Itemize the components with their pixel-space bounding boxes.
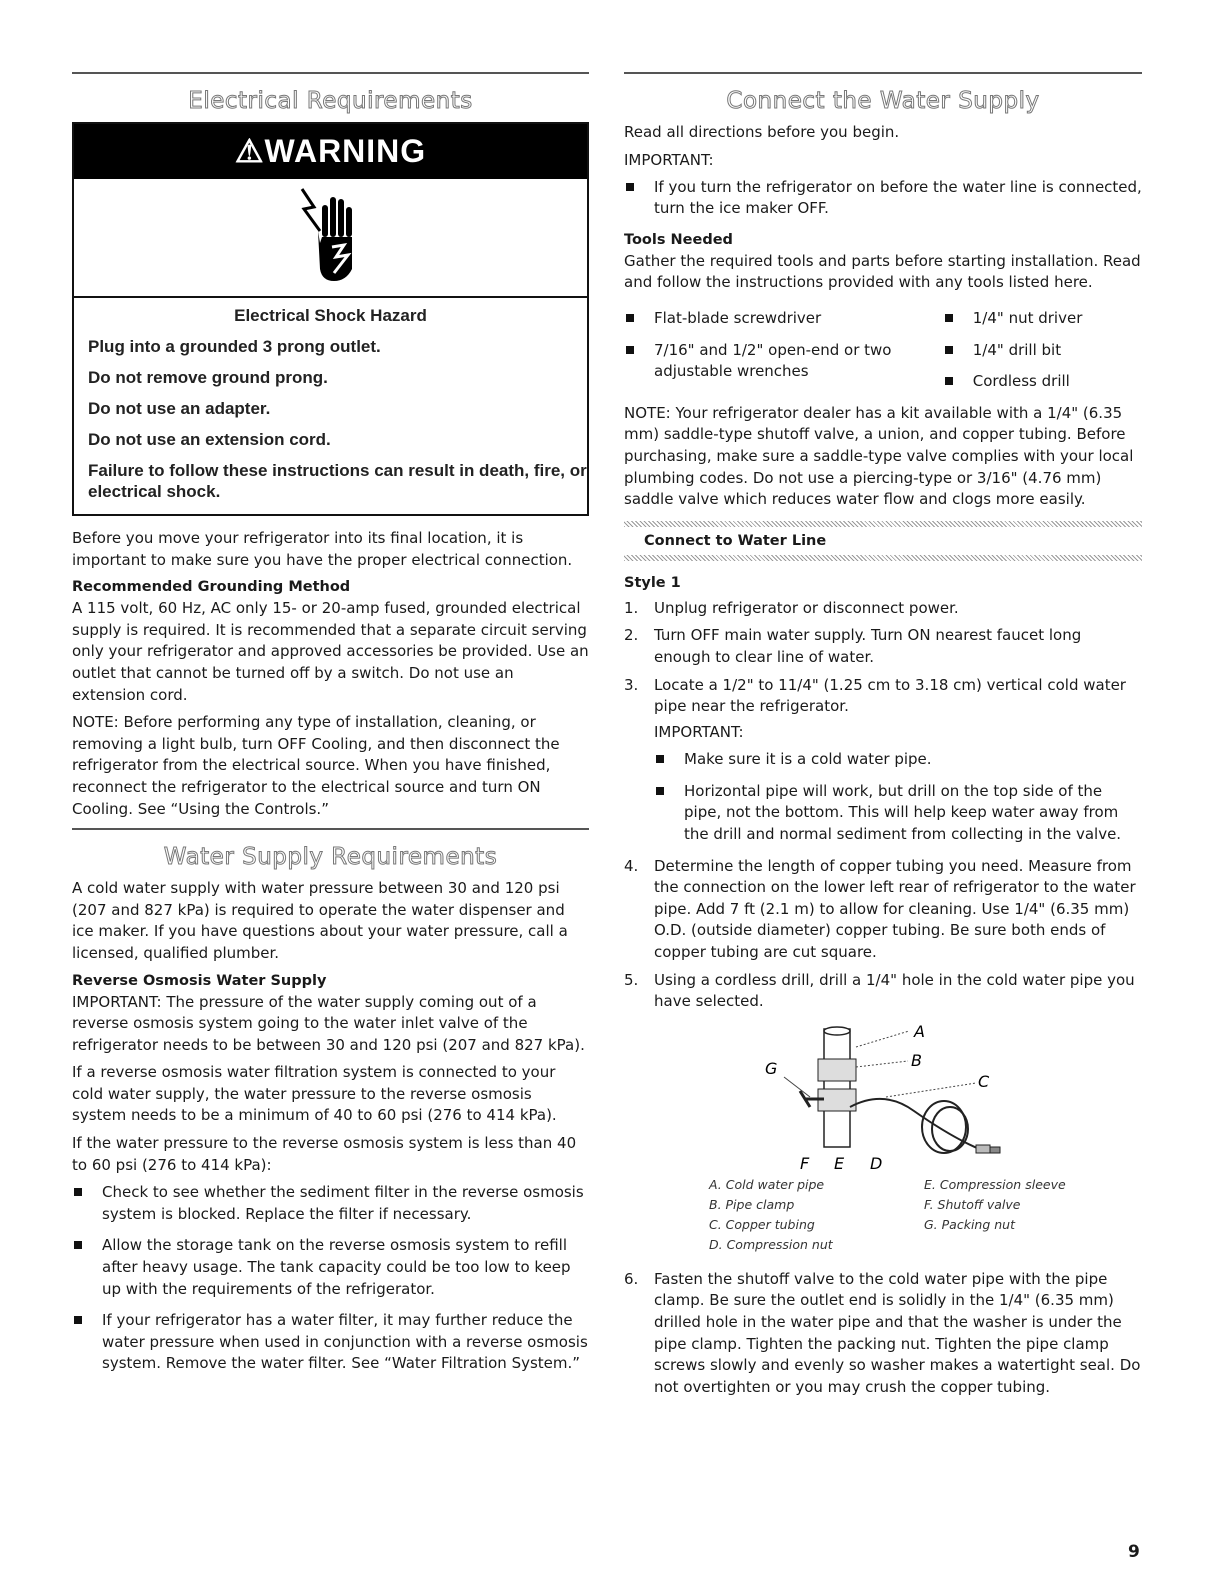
page-number: 9 <box>1128 1542 1140 1562</box>
step3-important: IMPORTANT: <box>654 722 744 741</box>
ro-important: IMPORTANT: The pressure of the water supply coming out of a reverse osmosis system going to the water inlet valve of the refrigerator needs to be between 30 and 120 psi (207 and 827 kPa). <box>72 992 585 1054</box>
section-title-electrical: Electrical Requirements <box>188 88 473 114</box>
warning-line: Plug into a grounded 3 prong outlet. <box>88 337 381 356</box>
diagram-label-a: A <box>914 1021 925 1041</box>
water-supply-text: A cold water supply with water pressure between 30 and 120 psi (207 and 827 kPa) is required to operate the water dispenser and ice maker. If you have questions about your water pressure, call a licensed, qualified plumber. <box>72 879 568 962</box>
list-item: If your refrigerator has a water filter, it may further reduce the water pressure when used in conjunction with a reverse osmosis system. Remove the water filter. See “Water Filtration System.” <box>72 1310 589 1375</box>
grounding-heading: Recommended Grounding Method <box>72 579 351 596</box>
right-column <box>624 72 1142 1404</box>
list-item: 1. Unplug refrigerator or disconnect power. <box>624 598 959 617</box>
top-rule <box>72 72 589 74</box>
ro-bullet-list <box>72 1182 589 1375</box>
section-rule <box>72 828 589 830</box>
list-item: Make sure it is a cold water pipe. <box>654 749 1142 771</box>
list-item: Horizontal pipe will work, but drill on the top side of the pipe, not the bottom. This will help keep water away from the drill and normal sediment from collecting in the valve. <box>654 781 1142 846</box>
list-item: Cordless drill <box>943 371 1142 393</box>
shutoff-valve-diagram <box>624 1019 1142 1169</box>
electrical-intro: Before you move your refrigerator into its final location, it is important to make sure you have the proper electrical connection. <box>72 529 573 569</box>
hand-shock-icon <box>296 185 366 290</box>
diagram-label-e: E <box>834 1153 845 1169</box>
grounding-text: A 115 volt, 60 Hz, AC only 15- or 20-amp fused, grounded electrical supply is required. It is recommended that a separate circuit serving only your refrigerator and approved accessories be provided. Use an outlet that cannot be turned off by a switch. Do not use an extension cord. <box>72 599 589 704</box>
important-label: IMPORTANT: <box>624 150 714 169</box>
warning-header: ⚠WARNING <box>74 124 587 179</box>
legend-item: E. Compression sleeve <box>924 1176 1066 1192</box>
tools-list <box>624 302 1142 403</box>
list-item: If you turn the refrigerator on before the water line is connected, turn the ice maker OFF. <box>624 177 1142 220</box>
list-item: 7/16" and 1/2" open-end or two adjustable wrenches <box>624 340 943 383</box>
diagram-label-c: C <box>978 1071 990 1091</box>
section-title-connect: Connect the Water Supply <box>726 88 1040 114</box>
steps-list <box>624 598 1142 1013</box>
shock-hazard-icon <box>74 179 587 298</box>
list-item: 2. Turn OFF main water supply. Turn ON nearest faucet long enough to clear line of water. <box>624 626 1082 666</box>
electrical-note: NOTE: Before performing any type of installation, cleaning, or removing a light bulb, turn OFF Cooling, and then disconnect the refrigerator from the electrical source. When you have finished, reconnect the refrigerator to the electrical source and turn ON Cooling. See “Using the Controls.” <box>72 713 560 818</box>
hazard-title: Electrical Shock Hazard <box>234 306 427 325</box>
warning-line: Do not use an extension cord. <box>88 430 331 449</box>
kit-note: NOTE: Your refrigerator dealer has a kit available with a 1/4" (6.35 mm) saddle-type shutoff valve, a union, and copper tubing. Before purchasing, make sure a saddle-type valve complies with your local plumbing codes. Do not use a piercing-type or 3/16" (4.76 mm) saddle valve which reduces water flow and clogs more easily. <box>624 403 1134 509</box>
list-item: Check to see whether the sediment filter in the reverse osmosis system is blocked. Replace the filter if necessary. <box>72 1182 589 1225</box>
ro-text-1: If a reverse osmosis water filtration system is connected to your cold water supply, the water pressure to the reverse osmosis system needs to be a minimum of 40 to 60 psi (276 to 414 kPa). <box>72 1063 557 1125</box>
section-title-water-supply: Water Supply Requirements <box>163 844 498 871</box>
list-item: 5. Using a cordless drill, drill a 1/4" hole in the cold water pipe you have selected. <box>624 970 1135 1011</box>
read-all-text: Read all directions before you begin. <box>624 123 900 141</box>
legend-item: A. Cold water pipe <box>709 1176 825 1192</box>
legend-item: D. Compression nut <box>709 1236 833 1252</box>
legend-item: G. Packing nut <box>924 1216 1015 1232</box>
diagram-label-b: B <box>911 1050 922 1070</box>
legend-item: F. Shutoff valve <box>924 1196 1021 1212</box>
list-item: 3. Locate a 1/2" to 11/4" (1.25 cm to 3.18 cm) vertical cold water pipe near the refrigerator. IMPORTANT: Make sure it is a cold water pipe. Horizontal pipe will work, but drill on the top side of the pipe, not the bottom. This will help keep water away from the drill and normal sediment from collecting in the valve. <box>624 675 1142 846</box>
diagram-label-d: D <box>870 1153 883 1169</box>
list-item: 6. Fasten the shutoff valve to the cold water pipe with the pipe clamp. Be sure the outlet end is solidly in the 1/4" (6.35 mm) drilled hole in the water pipe and that the washer is under the pipe clamp. Tighten the packing nut. Tighten the pipe clamp screws slowly and evenly so washer makes a watertight seal. Do not overtighten or you may crush the copper tubing. <box>624 1269 1141 1396</box>
ro-heading: Reverse Osmosis Water Supply <box>72 972 327 989</box>
diagram-label-g: G <box>765 1058 778 1078</box>
list-item: Allow the storage tank on the reverse osmosis system to refill after heavy usage. The tank capacity could be too low to keep up with the requirements of the refrigerator. <box>72 1235 589 1300</box>
important-list <box>624 177 1142 220</box>
warning-box <box>72 122 589 516</box>
warning-line: Do not remove ground prong. <box>88 368 328 387</box>
connect-heading: Connect to Water Line <box>644 532 827 549</box>
left-column <box>72 72 589 1385</box>
valve-diagram <box>624 1019 1142 1169</box>
warning-line: Do not use an adapter. <box>88 399 271 418</box>
tools-text: Gather the required tools and parts before starting installation. Read and follow the instructions provided with any tools listed here. <box>624 251 1141 292</box>
hatch-divider <box>624 555 1142 561</box>
style-heading: Style 1 <box>624 574 681 591</box>
list-item: 4. Determine the length of copper tubing you need. Measure from the connection on the lower left rear of refrigerator to the water pipe. Add 7 ft (2.1 m) to allow for cleaning. Use 1/4" (6.35 mm) O.D. (outside diameter) copper tubing. Be sure both ends of copper tubing are cut square. <box>624 856 1136 962</box>
steps-list-continued <box>624 1269 1142 1399</box>
legend-item: C. Copper tubing <box>709 1216 815 1232</box>
list-item: 1/4" nut driver <box>943 308 1142 330</box>
legend-item: B. Pipe clamp <box>709 1196 795 1212</box>
tools-heading: Tools Needed <box>624 231 733 248</box>
top-rule <box>624 72 1142 74</box>
diagram-label-f: F <box>800 1153 810 1169</box>
ro-text-2: If the water pressure to the reverse osmosis system is less than 40 to 60 psi (276 to 414 kPa): <box>72 1134 577 1174</box>
diagram-legend <box>709 1175 1142 1255</box>
warning-line: Failure to follow these instructions can result in death, fire, or electrical shock. <box>88 461 587 501</box>
warning-body <box>74 298 587 514</box>
list-item: Flat-blade screwdriver <box>624 308 943 330</box>
list-item: 1/4" drill bit <box>943 340 1142 362</box>
